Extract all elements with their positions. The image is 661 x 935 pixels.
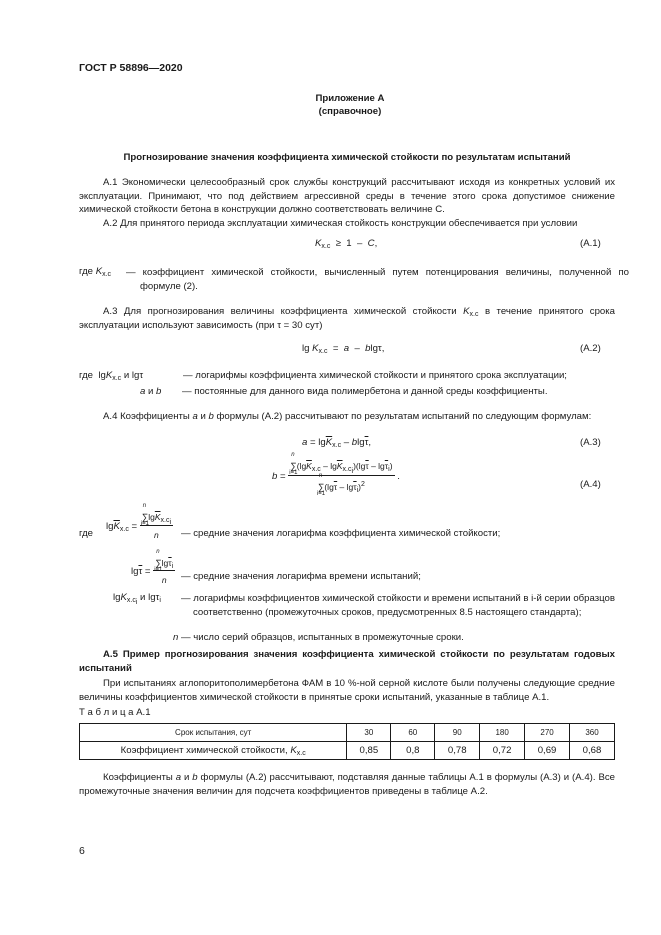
legend-where-3: где	[79, 528, 94, 539]
formula-a4: b = ∑ n i=1 $(\lg\overline{K}_{х.с} - \lg\overline{K}_{х.с_i})(\lg\overline{\tau} - \lg\overline{\tau}_i)$ ∑ n i=1 $(\lg\overline{\tau} - \lg\overline{\tau}_i)^2$ .	[272, 452, 400, 497]
table-cell: 0,69	[525, 742, 570, 760]
appendix-subtitle: (справочное)	[318, 106, 382, 117]
table-cell: 0,68	[570, 742, 615, 760]
mean-lgk-formula: $\lg\overline{K}_{х.с}$ = ∑ n i=1 $\lg\overline{K}_{х.с_i}$ n	[106, 503, 172, 540]
legend-ab: a и b	[140, 386, 162, 397]
formula-a3-number: (А.3)	[580, 437, 601, 448]
table-cell: 0,8	[391, 742, 435, 760]
formula-a1: $K_{х.с} \ge 1 - C$,	[315, 238, 378, 250]
paragraph-a5-text: При испытаниях аглопоритополимербетона ФАМ в 10 %-ной серной кислоте были получены следующие средние величины коэффициентов химической стойкости в принятые сроки испытаний, указанные в таблице А.1.	[79, 678, 615, 703]
table-a1	[79, 723, 615, 760]
paragraph-a2: А.2 Для принятого периода эксплуатации химическая стойкость конструкции обеспечивается при условии	[103, 218, 578, 229]
table-cell: 270	[525, 724, 570, 742]
table-cell: 0,85	[347, 742, 391, 760]
section-title: Прогнозирование значения коэффициента химической стойкости по результатам испытаний	[123, 152, 571, 163]
legend-where-2: где lgK$_{х.с}$ и lgτ	[79, 370, 144, 382]
table-row-days	[80, 724, 615, 742]
legend-n: n	[173, 632, 179, 643]
mean-lgt-formula: $\lg\overline{\tau}$ = ∑ n i=1 $\lg\overline{\tau}_i$ n	[131, 549, 174, 585]
legend-k-desc: — коэффициент химической стойкости, вычисленный путем потенцирования величины, полученной по формуле (2).	[126, 267, 629, 292]
paragraph-a1: А.1 Экономически целесообразный срок службы конструкций рассчитывают исходя из конкретных условий их эксплуатации. Принимают, что под действием агрессивной среды в течение этого срока допустимое снижение химической стойкости бетона в конструкции должно соответствовать величине С.	[79, 177, 615, 215]
document-code: ГОСТ Р 58896—2020	[79, 62, 183, 74]
page-number: 6	[79, 845, 85, 857]
appendix-title: Приложение А	[315, 93, 385, 104]
table-cell: 0,72	[480, 742, 525, 760]
legend-ab-desc: — постоянные для данного вида полимербетона и данной среды коэффициенты.	[182, 386, 548, 397]
legend-lg-desc: — логарифмы коэффициента химической стойкости и принятого срока эксплуатации;	[183, 370, 567, 381]
table-cell: 180	[480, 724, 525, 742]
legend-lg-i-desc: — логарифмы коэффициентов химической стойкости и времени испытаний в i-й серии образцов соответственно (промежуточных сроков, предусмотренных 8.5 настоящего стандарта);	[181, 593, 615, 618]
table-cell: 360	[570, 724, 615, 742]
legend-lg-i: lgK$_{х.с_i}$ и lgτ$_i$	[113, 592, 161, 606]
formula-a1-number: (А.1)	[580, 238, 601, 249]
legend-n-desc: — число серий образцов, испытанных в промежуточные сроки.	[181, 632, 464, 643]
table-row-label-coefficient: Коэффициент химической стойкости, $K_{х.с}$	[80, 742, 347, 760]
legend-mean-t-desc: — средние значения логарифма времени испытаний;	[181, 571, 421, 582]
table-caption: Т а б л и ц а А.1	[79, 707, 151, 718]
legend-where-1: где $K_{х.с}$	[79, 266, 112, 278]
paragraph-closing: Коэффициенты a и b формулы (А.2) рассчитывают, подставляя данные таблицы А.1 в формулы (А.3) и (А.4). Все промежуточные значения величин для подсчета коэффициентов приведены в таблице А.2.	[79, 772, 615, 797]
table-cell: 0,78	[435, 742, 480, 760]
formula-a3: $a = \lg\overline{K}_{х.с} - blg\overline{\tau}$,	[302, 437, 372, 449]
paragraph-a5-title: А.5 Пример прогнозирования значения коэффициента химической стойкости по результатам годовых испытаний	[79, 649, 615, 674]
legend-mean-k-desc: — средние значения логарифма коэффициента химической стойкости;	[181, 528, 501, 539]
formula-a2-number: (А.2)	[580, 343, 601, 354]
formula-a4-number: (А.4)	[580, 479, 601, 490]
paragraph-a3: А.3 Для прогнозирования величины коэффициента химической стойкости $K_{х.с}$ в течение принятого срока эксплуатации используют зависимость (при τ = 30 сут)	[79, 306, 616, 331]
formula-a2: $\lg K_{х.с} = a - blg\tau$,	[302, 343, 385, 355]
table-cell: 90	[435, 724, 480, 742]
table-row-coefficients	[80, 742, 615, 760]
table-cell: 60	[391, 724, 435, 742]
paragraph-a4: А.4 Коэффициенты a и b формулы (А.2) рассчитывают по результатам испытаний по следующим формулам:	[103, 411, 592, 422]
table-row-label-days: Срок испытания, сут	[80, 724, 347, 742]
table-cell: 30	[347, 724, 391, 742]
